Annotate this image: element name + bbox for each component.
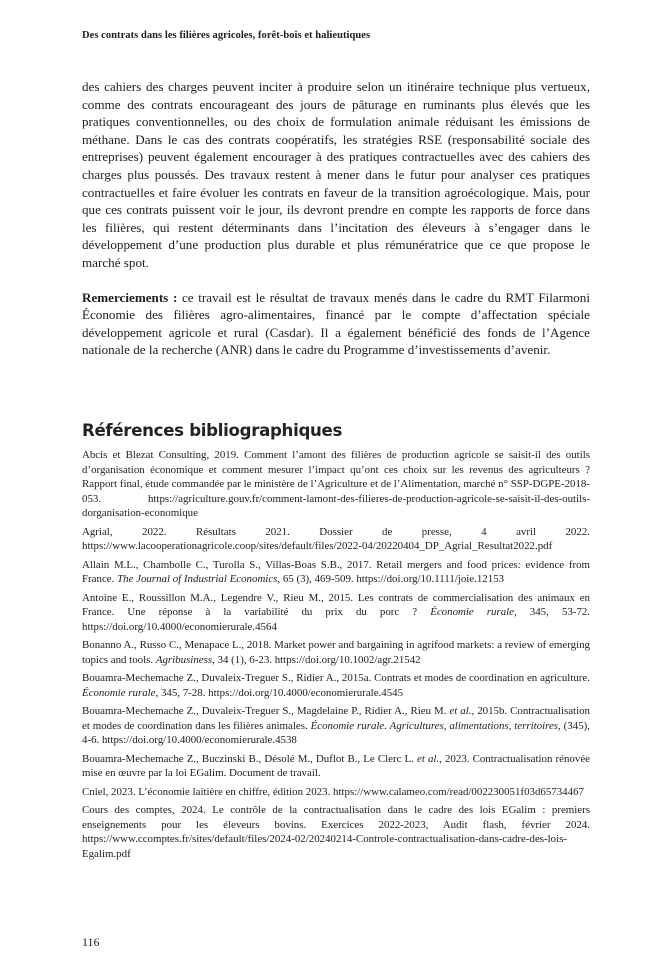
reference-item: Allain M.L., Chambolle C., Turolla S., Villas-Boas S.B., 2017. Retail mergers and food prices: evidence from France. The Journal of Industrial Economics, 65 (3), 469-509. https://doi.org/10.1111/joie.12153 [82,558,590,585]
references-list [82,448,590,865]
references-heading: Références bibliographiques [82,421,343,440]
reference-item: Bouamra-Mechemache Z., Duvaleix-Treguer S., Ridier A., 2015a. Contrats et modes de coordination en agriculture. Économie rurale, 345, 7-28. https://doi.org/10.4000/economierurale.4545 [82,672,590,699]
body-paragraph: des cahiers des charges peuvent inciter à produire selon un itinéraire technique plus vertueux, comme des contrats encourageant des jours de pâturage en ruminants plus élevés que les pratiques conventionnelles, ou des choix de formulation animale réduisant les émissions de méthane. Dans le cas des contrats coopératifs, les stratégies RSE (responsabilité sociale des entreprises) peuvent également encourager à des pratiques contractuelles avec des cahiers des charges plus poussés. Des travaux restent à mener dans le futur pour analyser ces pratiques contractuelles et faire évoluer les contrats en faveur de la transition agroécologique. Mais, pour que ces contrats puissent voir le jour, ils devront prendre en compte les rapports de force dans les filières, qui restent déterminants dans l’incitation des éleveurs à s’engager dans le développement d’une production plus durable et plus rémunératrice que ce que propose le marché spot. [82,79,590,270]
reference-item: Bouamra-Mechemache Z., Buczinski B., Désolé M., Duflot B., Le Clerc L. et al., 2023. Contractualisation rénovée mise en œuvre par la loi EGalim. Document de travail. [82,752,590,779]
reference-item: Cniel, 2023. L’économie laitière en chiffre, édition 2023. https://www.calameo.com/read/002230051f03d65734467 [82,785,584,798]
acknowledgements-paragraph [82,289,590,359]
page-number: 116 [82,935,100,949]
reference-item: Bouamra-Mechemache Z., Duvaleix-Treguer S., Magdelaine P., Ridier A., Rieu M. et al., 2015b. Contractualisation et modes de coordination dans les filières animales. Économie rurale. Agricultures, alimentations, territoires, (345), 4-6. https://doi.org/10.4000/economierurale.4538 [82,705,590,746]
acknowledgements-text: ce travail est le résultat de travaux menés dans le cadre du RMT Filarmoni Économie des filières agro-alimentaires, financé par le compte d’affectation spéciale développement agricole et rural (Casdar). Il a également bénéficié des fonds de l’Agence nationale de la recherche (ANR) dans le cadre du Programme d’investissements d’avenir. [82,289,590,358]
acknowledgements-label: Remerciements : [82,289,178,305]
reference-item: Cours des comptes, 2024. Le contrôle de la contractualisation dans le cadre des lois EGalim : premiers enseignements pour les éleveurs bovins. Exercices 2022-2023, Audit flash, février 2024. https://www.ccomptes.fr/sites/default/files/2024-02/20240214-Controle-contractualisation-dans-cadre-des-lois-Egalim.pdf [82,804,590,860]
reference-item: Agrial, 2022. Résultats 2021. Dossier de presse, 4 avril 2022. https://www.lacooperationagricole.coop/sites/default/files/2022-04/20220404_DP_Agrial_Resultat2022.pdf [82,525,590,552]
body-text [82,78,590,359]
reference-item: Bonanno A., Russo C., Menapace L., 2018. Market power and bargaining in agrifood markets: a review of emerging topics and tools. Agribusiness, 34 (1), 6-23. https://doi.org/10.1002/agr.21542 [82,639,590,666]
reference-item: Abcis et Blezat Consulting, 2019. Comment l’amont des filières de production agricole se saisit-il des outils d’organisation économique et comment mesurer l’impact qu’ont ces choix sur les revenus des agriculteurs ? Rapport final, étude commandée par le ministère de l’Agriculture et de l’Alimentation, marché n° SSP-DGPE-2018-053. https://agriculture.gouv.fr/comment-lamont-des-filieres-de-production-agricole-se-saisit-il-des-outils-dorganisation-economique [82,449,590,519]
reference-item: Antoine E., Roussillon M.A., Legendre V., Rieu M., 2015. Les contrats de commercialisation des animaux en France. Une réponse à la variabilité du prix du porc ? Économie rurale, 345, 53-72. https://doi.org/10.4000/economierurale.4564 [82,591,591,633]
running-header: Des contrats dans les filières agricoles, forêt-bois et halieutiques [82,30,371,41]
